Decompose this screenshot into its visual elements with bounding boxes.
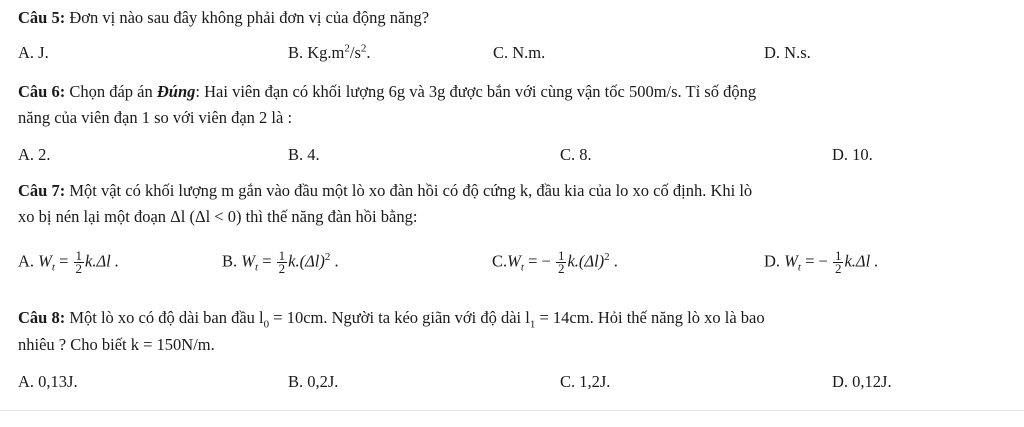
question-8-text-1a: Một lò xo có độ dài ban đầu l bbox=[65, 308, 264, 327]
q5-option-a: A. J. bbox=[18, 43, 49, 62]
question-8-label: Câu 8: bbox=[18, 308, 66, 327]
question-8-line-2: nhiêu ? Cho biết k = 150N/m. bbox=[18, 335, 215, 354]
q5-option-b bbox=[288, 43, 371, 63]
q7-option-d-frac-den: 2 bbox=[834, 261, 842, 276]
q7-option-d-fraction bbox=[833, 250, 844, 275]
q5-option-d: D. N.s. bbox=[764, 43, 811, 62]
q7-option-d-lhs-sub: t bbox=[797, 261, 801, 274]
q7-option-c-eq: = bbox=[528, 251, 538, 271]
q7-option-a bbox=[18, 250, 119, 275]
q7-option-b-eq: = bbox=[262, 251, 272, 271]
q7-option-c-minus: − bbox=[541, 251, 551, 271]
question-8-sub-1: 1 bbox=[529, 318, 536, 331]
q7-option-a-frac-den: 2 bbox=[75, 261, 83, 276]
q6-option-b: B. 4. bbox=[288, 145, 320, 164]
q7-option-c-letter: C. bbox=[492, 251, 508, 271]
q7-option-b-lhs-sub: t bbox=[255, 261, 259, 274]
q7-option-c-end: . bbox=[609, 251, 618, 271]
q8-option-b: B. 0,2J. bbox=[288, 372, 339, 391]
question-6-lead: Chọn đáp án bbox=[65, 82, 157, 101]
question-7 bbox=[18, 181, 996, 201]
question-7-label: Câu 7: bbox=[18, 181, 66, 200]
q6-option-c: C. 8. bbox=[560, 145, 592, 164]
question-8 bbox=[18, 308, 996, 331]
q7-option-b-end: . bbox=[330, 251, 339, 271]
q7-option-b-frac-den: 2 bbox=[278, 261, 286, 276]
question-7-text-1: Một vật có khối lượng m gắn vào đầu một lò xo đàn hồi có độ cứng k, đầu kia của lo xo cố định. Khi lò bbox=[65, 181, 753, 200]
q5-option-b-suffix: . bbox=[366, 43, 371, 62]
q5-option-b-sup: 2 bbox=[344, 42, 350, 55]
question-8-text-1b: = 10cm. Người ta kéo giãn với độ dài l bbox=[269, 308, 530, 327]
q7-option-c-rhs: k.(Δl) bbox=[567, 251, 605, 271]
q8-option-d: D. 0,12J. bbox=[832, 372, 892, 391]
question-7-line-2: xo bị nén lại một đoạn Δl (Δl < 0) thì thế năng đàn hồi bằng: bbox=[18, 207, 418, 226]
q7-option-c-frac-den: 2 bbox=[557, 261, 565, 276]
q8-option-c: C. 1,2J. bbox=[560, 372, 611, 391]
q7-option-b-letter: B. bbox=[222, 251, 238, 271]
question-5 bbox=[18, 8, 996, 28]
q7-option-d bbox=[764, 250, 878, 275]
q8-option-a: A. 0,13J. bbox=[18, 372, 78, 391]
q5-option-c: C. N.m. bbox=[493, 43, 546, 62]
q7-option-d-letter: D. bbox=[764, 251, 781, 271]
q5-option-b-mid: /s bbox=[349, 43, 361, 62]
q7-option-a-frac-num: 1 bbox=[75, 248, 83, 263]
question-6 bbox=[18, 82, 996, 102]
q6-option-a: A. 2. bbox=[18, 145, 51, 164]
question-8-text-1c: = 14cm. Hỏi thế năng lò xo là bao bbox=[535, 308, 765, 327]
q6-option-d: D. 10. bbox=[832, 145, 873, 164]
q5-option-b-sup2: 2 bbox=[360, 42, 367, 55]
q7-option-b bbox=[222, 250, 339, 275]
q5-option-b-prefix: B. Kg.m bbox=[288, 43, 345, 62]
q7-option-d-rhs: k.Δl . bbox=[844, 251, 879, 271]
question-5-label: Câu 5: bbox=[18, 8, 66, 27]
question-6-line-2: năng của viên đạn 1 so với viên đạn 2 là : bbox=[18, 108, 293, 127]
q7-option-a-lhs-sub: t bbox=[51, 261, 55, 274]
q7-option-b-rhs: k.(Δl) bbox=[288, 251, 325, 271]
q7-option-b-fraction bbox=[277, 250, 288, 275]
question-6-emphasis: Đúng bbox=[156, 82, 196, 101]
q7-option-c-sup: 2 bbox=[604, 250, 610, 263]
q7-option-b-sup: 2 bbox=[324, 250, 331, 263]
q7-option-c bbox=[492, 250, 618, 275]
q7-option-d-minus: − bbox=[818, 251, 828, 271]
question-8-sub-0: 0 bbox=[263, 318, 270, 331]
q7-option-b-lhs: W bbox=[241, 251, 256, 271]
q7-option-c-frac-num: 1 bbox=[557, 248, 565, 263]
q7-option-d-frac-num: 1 bbox=[834, 248, 842, 263]
question-6-text-1: : Hai viên đạn có khối lượng 6g và 3g được bắn với cùng vận tốc 500m/s. Tỉ số động bbox=[195, 82, 757, 101]
q7-option-a-fraction bbox=[74, 250, 85, 275]
q7-option-c-lhs: W bbox=[507, 251, 521, 271]
q7-option-c-lhs-sub: t bbox=[520, 261, 524, 274]
q7-option-b-frac-num: 1 bbox=[278, 248, 286, 263]
q7-option-a-letter: A. bbox=[18, 251, 35, 271]
q7-option-d-eq: = bbox=[805, 251, 815, 271]
q7-option-a-lhs: W bbox=[38, 251, 52, 271]
question-5-text: Đơn vị nào sau đây không phải đơn vị của động năng? bbox=[65, 8, 430, 27]
q7-option-d-lhs: W bbox=[784, 251, 798, 271]
bottom-divider bbox=[0, 410, 1024, 411]
q7-option-a-rhs: k.Δl . bbox=[85, 251, 120, 271]
q7-option-c-fraction bbox=[556, 250, 567, 275]
q7-option-a-eq: = bbox=[59, 251, 69, 271]
question-6-label: Câu 6: bbox=[18, 82, 66, 101]
